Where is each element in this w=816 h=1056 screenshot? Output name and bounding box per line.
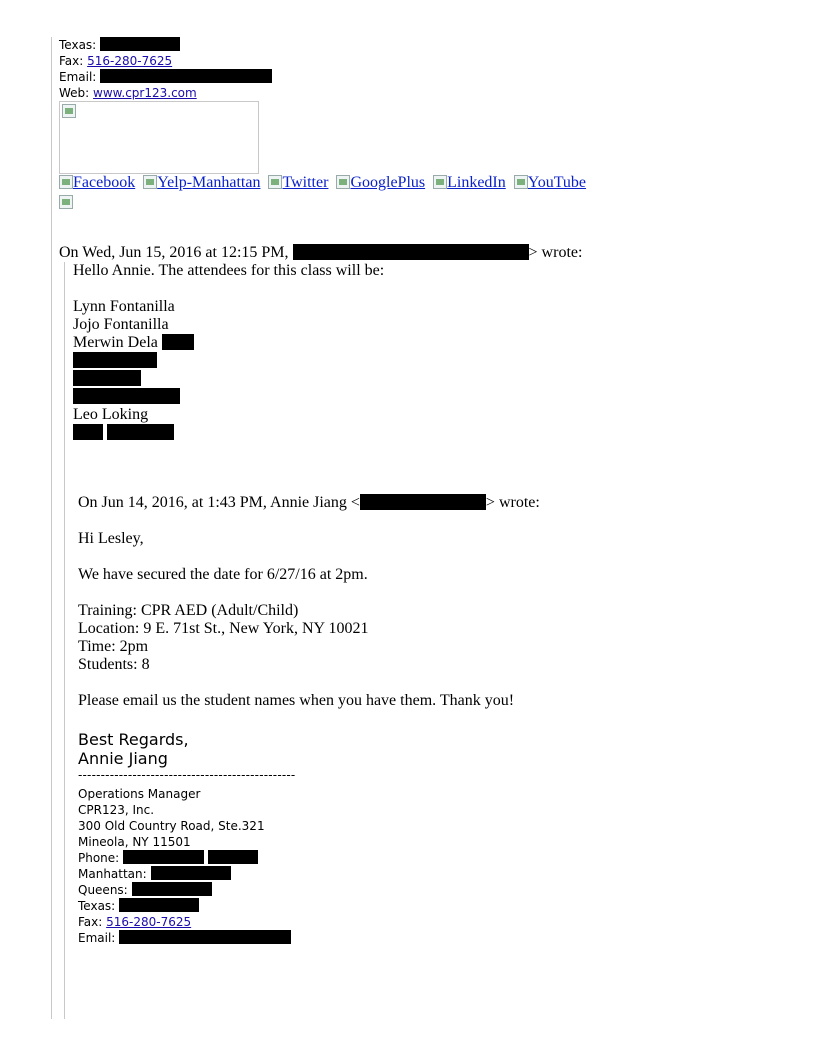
- youtube-link[interactable]: YouTube: [527, 174, 587, 191]
- queens-label: Queens:: [78, 883, 128, 897]
- attendee-name: Jojo Fontanilla: [73, 316, 169, 333]
- yelp-manhattan-link[interactable]: Yelp-Manhattan: [157, 174, 261, 191]
- location-line: Location: 9 E. 71st St., New York, NY 10021: [78, 620, 369, 637]
- original-header: [78, 494, 540, 512]
- broken-image-icon: [336, 175, 350, 189]
- redacted-block: [162, 334, 194, 350]
- linkedin-link[interactable]: LinkedIn: [447, 174, 506, 191]
- fax-label: Fax:: [59, 54, 84, 68]
- company-name: CPR123, Inc.: [78, 803, 155, 817]
- redacted-block: [73, 424, 103, 440]
- redacted-block: [107, 424, 174, 440]
- redacted-block: [119, 898, 199, 912]
- manhattan-label: Manhattan:: [78, 867, 147, 881]
- attendee-name: Leo Loking: [73, 406, 149, 423]
- googleplus-link[interactable]: GooglePlus: [350, 174, 426, 191]
- broken-image-icon: [59, 175, 73, 189]
- attendee-row: [73, 334, 384, 352]
- students-line: Students: 8: [78, 656, 150, 673]
- fax-row: [59, 53, 272, 69]
- redacted-block: [132, 882, 212, 896]
- email-row: [78, 930, 291, 946]
- quote-bar-outer: [51, 37, 52, 1019]
- attendee-name: Lynn Fontanilla: [73, 298, 175, 315]
- training-line: Training: CPR AED (Adult/Child): [78, 602, 299, 619]
- web-link[interactable]: www.cpr123.com: [93, 86, 197, 100]
- small-image: [59, 194, 73, 212]
- original-header-prefix: On Jun 14, 2016, at 1:43 PM, Annie Jiang <: [78, 494, 360, 511]
- greeting-line: Hello Annie. The attendees for this class will be:: [73, 262, 385, 279]
- redacted-block: [73, 370, 141, 386]
- sender-title: Operations Manager: [78, 787, 201, 801]
- phone-label: Phone:: [78, 851, 120, 865]
- broken-image-icon: [433, 175, 447, 189]
- redacted-block: [73, 388, 180, 404]
- broken-image-icon: [143, 175, 157, 189]
- manhattan-row: [78, 866, 291, 882]
- email-label: Email:: [59, 70, 97, 84]
- texas-row: [78, 898, 291, 914]
- broken-image-icon: [59, 195, 73, 209]
- closing-line: Please email us the student names when you have them. Thank you!: [78, 692, 515, 709]
- texas-row: [59, 37, 272, 53]
- fax-label: Fax:: [78, 915, 103, 929]
- sender-signature: [78, 786, 291, 946]
- redacted-block: [151, 866, 231, 880]
- web-row: [59, 85, 272, 101]
- attendee-name: Merwin Dela: [73, 334, 158, 351]
- address-line: Mineola, NY 11501: [78, 835, 191, 849]
- banner-image: [59, 101, 259, 174]
- original-header-suffix: > wrote:: [485, 494, 540, 511]
- redacted-block: [73, 352, 157, 368]
- original-message: [78, 494, 540, 710]
- redacted-block: [100, 37, 180, 51]
- top-signature: [59, 37, 272, 101]
- redacted-block: [119, 930, 291, 944]
- web-label: Web:: [59, 86, 90, 100]
- redacted-block: [360, 494, 486, 510]
- broken-image-icon: [62, 104, 76, 118]
- signature-divider: ------------------------------------------------: [78, 768, 296, 782]
- reply-header-prefix: On Wed, Jun 15, 2016 at 12:15 PM,: [59, 244, 289, 261]
- sender-name: Annie Jiang: [78, 749, 168, 768]
- time-line: Time: 2pm: [78, 638, 149, 655]
- texas-label: Texas:: [59, 38, 97, 52]
- message-line: We have secured the date for 6/27/16 at 2pm.: [78, 566, 368, 583]
- broken-image-icon: [268, 175, 282, 189]
- redacted-block: [293, 244, 529, 260]
- reply-header-suffix: > wrote:: [528, 244, 583, 261]
- quote-bar-level1: [64, 262, 65, 1019]
- fax-link[interactable]: 516-280-7625: [106, 915, 192, 929]
- texas-label: Texas:: [78, 899, 116, 913]
- quoted-reply: [73, 262, 384, 442]
- redacted-block: [100, 69, 272, 83]
- phone-row: [78, 850, 291, 866]
- email-label: Email:: [78, 931, 116, 945]
- email-row: [59, 69, 272, 85]
- regards-text: Best Regards,: [78, 730, 189, 749]
- facebook-link[interactable]: Facebook: [73, 174, 136, 191]
- twitter-link[interactable]: Twitter: [282, 174, 329, 191]
- salutation: Hi Lesley,: [78, 530, 144, 547]
- fax-row: [78, 914, 291, 930]
- address-line: 300 Old Country Road, Ste.321: [78, 819, 265, 833]
- broken-image-icon: [514, 175, 528, 189]
- fax-link[interactable]: 516-280-7625: [87, 54, 173, 68]
- redacted-block: [208, 850, 258, 864]
- regards-block: [78, 730, 189, 768]
- reply-header: [59, 244, 582, 262]
- redacted-block: [123, 850, 204, 864]
- queens-row: [78, 882, 291, 898]
- social-links-row: [59, 174, 590, 192]
